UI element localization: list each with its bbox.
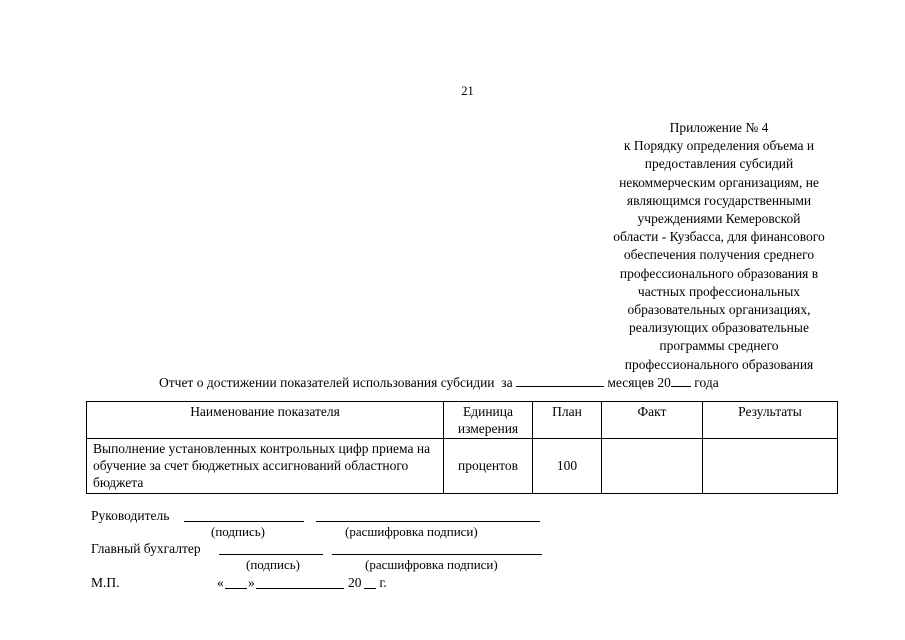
year-blank: [671, 374, 691, 387]
header-results: Результаты: [703, 402, 838, 439]
accountant-decryption-caption: (расшифровка подписи): [365, 557, 498, 572]
appendix-line: Приложение № 4: [669, 120, 769, 135]
head-label: Руководитель: [91, 508, 170, 523]
report-title-start: Отчет о достижении показателей использования субсидии за: [159, 375, 516, 390]
appendix-line: образовательных организациях,: [627, 302, 811, 318]
appendix-line: обеспечения получения среднего: [623, 247, 815, 263]
months-blank: [516, 374, 604, 387]
month-blank[interactable]: [256, 588, 344, 589]
accountant-decryption-line[interactable]: [332, 554, 542, 555]
head-signature-caption: (подпись): [211, 524, 265, 539]
accountant-signature-caption: (подпись): [246, 557, 300, 572]
report-title-end: года: [690, 375, 719, 390]
table-row: [87, 439, 838, 494]
header-indicator-name: Наименование показателя: [87, 402, 444, 439]
report-title-middle: месяцев 20: [603, 375, 671, 390]
indicator-name-cell: Выполнение установленных контрольных цифр приема на обучение за счет бюджетных ассигнований областного бюджета: [87, 439, 444, 494]
header-fact: Факт: [602, 402, 703, 439]
date-close-quote: »: [248, 575, 255, 590]
plan-cell: 100: [533, 439, 602, 494]
fact-cell: [602, 439, 703, 494]
appendix-line: профессионального образования: [624, 356, 814, 372]
date-open-quote: «: [217, 575, 224, 590]
head-decryption-line[interactable]: [316, 521, 540, 522]
page-number: 21: [461, 84, 474, 98]
indicators-table: [86, 401, 838, 494]
table-header-row: [87, 402, 838, 439]
appendix-line: программы среднего: [659, 338, 779, 354]
appendix-line: профессионального образования в: [619, 265, 819, 281]
seal-label: М.П.: [91, 575, 120, 590]
unit-cell: процентов: [444, 439, 533, 494]
results-cell: [703, 439, 838, 494]
year-digits-blank[interactable]: [364, 588, 376, 589]
appendix-line: реализующих образовательные: [629, 320, 809, 336]
appendix-line: к Порядку определения объема и: [623, 138, 815, 154]
appendix-line: учреждениями Кемеровской: [637, 211, 801, 227]
header-plan: План: [533, 402, 602, 439]
head-decryption-caption: (расшифровка подписи): [345, 524, 478, 539]
appendix-line: предоставления субсидий: [644, 156, 794, 172]
day-blank[interactable]: [225, 588, 247, 589]
year-suffix: г.: [376, 575, 387, 590]
appendix-line: области - Кузбасса, для финансового: [613, 229, 825, 245]
head-signature-line[interactable]: [184, 521, 304, 522]
report-title: [159, 374, 719, 391]
accountant-signature-line[interactable]: [219, 554, 323, 555]
appendix-line: некоммерческим организациям, не: [619, 174, 819, 190]
header-unit: Единица измерения: [444, 402, 533, 439]
appendix-header: [590, 119, 848, 374]
accountant-label: Главный бухгалтер: [91, 541, 201, 556]
year-prefix: 20: [348, 575, 362, 590]
appendix-line: являющимся государственными: [626, 192, 812, 208]
appendix-line: частных профессиональных: [637, 283, 801, 299]
